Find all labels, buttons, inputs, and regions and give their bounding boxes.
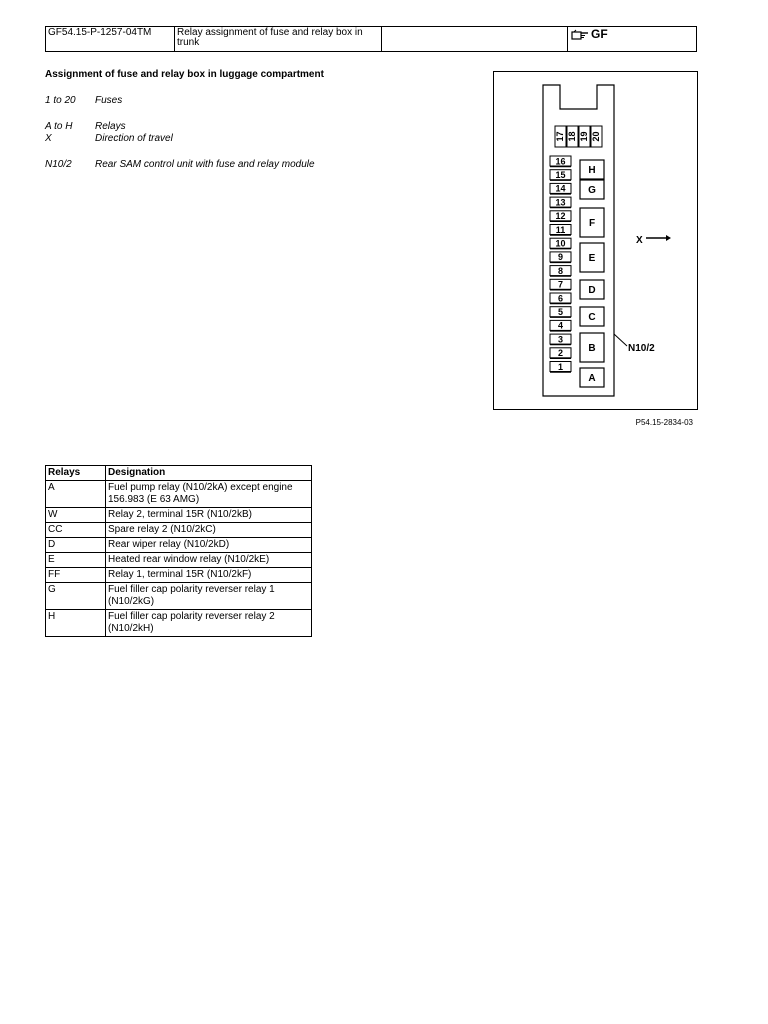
fuse-label: 2 [557, 348, 564, 359]
relay-label: F [588, 218, 596, 229]
table-row [46, 538, 312, 553]
designation-cell: Rear wiper relay (N10/2kD) [106, 538, 312, 553]
fuse-label: 15 [555, 170, 566, 180]
fuse-label: 6 [557, 293, 564, 304]
table-row [46, 568, 312, 583]
fuse-7 [550, 279, 571, 290]
fuse-5 [550, 307, 571, 318]
fuse-label: 3 [557, 334, 564, 345]
table-row [46, 508, 312, 523]
legend-value: Direction of travel [95, 133, 173, 144]
fuse-9 [550, 252, 571, 263]
gf-badge [568, 27, 696, 51]
header-blank-cell [382, 27, 568, 51]
legend-key: 1 to 20 [45, 95, 76, 106]
fuse-16 [550, 156, 571, 167]
fuse-label: 8 [557, 265, 564, 276]
fuse-1 [550, 362, 571, 373]
fuse-box-figure [493, 71, 698, 410]
gf-label: GF [591, 27, 608, 41]
table-row [46, 610, 312, 637]
fuse-13 [550, 197, 571, 208]
fuse-12 [550, 211, 571, 222]
relay-B [580, 333, 604, 362]
document-header [45, 26, 697, 52]
relay-A [580, 368, 604, 387]
relay-label: C [588, 312, 596, 323]
fuse-8 [550, 266, 571, 277]
fuse-label: 7 [557, 279, 564, 290]
relay-cell: CC [46, 523, 106, 538]
designation-cell: Spare relay 2 (N10/2kC) [106, 523, 312, 538]
table-row [46, 553, 312, 568]
table-row [46, 481, 312, 508]
doc-title: Relay assignment of fuse and relay box in trunk [175, 27, 382, 51]
fuse-14 [550, 183, 571, 194]
table-row [46, 523, 312, 538]
table-row [46, 583, 312, 610]
fuse-label: 1 [557, 361, 564, 372]
fuse-label: 9 [557, 252, 564, 263]
fuse-box-diagram [494, 72, 697, 409]
fuse-label: 18 [566, 131, 577, 142]
designation-cell: Relay 1, terminal 15R (N10/2kF) [106, 568, 312, 583]
relay-F [580, 208, 604, 237]
section-title: Assignment of fuse and relay box in luggage compartment [45, 69, 324, 80]
fuse-label: 20 [590, 131, 601, 142]
fuse-label: 17 [554, 131, 565, 142]
fuse-label: 13 [555, 197, 566, 208]
legend-key: X [45, 133, 52, 144]
top-fuse-group [555, 126, 602, 147]
fuse-18 [567, 126, 578, 147]
relay-cell: G [46, 583, 106, 610]
fuse-10 [550, 238, 571, 249]
relay-H [580, 160, 604, 179]
relay-group [580, 160, 604, 387]
column-header: Designation [106, 466, 312, 481]
direction-label: X [636, 235, 643, 246]
legend-key: A to H [45, 121, 73, 132]
fuse-20 [591, 126, 602, 147]
relay-cell: E [46, 553, 106, 568]
fuse-label: 4 [557, 320, 564, 331]
fuse-label: 16 [555, 156, 566, 167]
relay-cell: FF [46, 568, 106, 583]
designation-cell: Fuel filler cap polarity reverser relay 1 (N10/2kG) [106, 583, 312, 610]
legend-key: N10/2 [45, 159, 72, 170]
side-fuse-group [550, 156, 571, 372]
fuse-label: 12 [555, 211, 566, 222]
fuse-11 [550, 225, 571, 236]
relay-C [580, 307, 604, 326]
relay-label: B [588, 343, 596, 354]
pointing-hand-icon [571, 29, 589, 41]
fuse-label: 10 [555, 238, 566, 249]
fuse-17 [555, 126, 566, 147]
designation-cell: Heated rear window relay (N10/2kE) [106, 553, 312, 568]
figure-id: P54.15-2834-03 [635, 418, 693, 427]
relay-G [580, 180, 604, 199]
relay-cell: W [46, 508, 106, 523]
relay-label: A [588, 373, 596, 384]
relay-cell: D [46, 538, 106, 553]
relay-cell: A [46, 481, 106, 508]
relay-label: G [588, 185, 596, 196]
fuse-label: 5 [557, 307, 564, 317]
relay-label: H [588, 165, 596, 176]
table-header-row [46, 466, 312, 481]
fuse-15 [550, 170, 571, 181]
module-leader [614, 334, 627, 346]
relay-table [45, 465, 312, 637]
fuse-4 [550, 320, 571, 331]
relay-D [580, 280, 604, 299]
module-label: N10/2 [628, 343, 655, 354]
fuse-label: 19 [578, 131, 589, 142]
designation-cell: Fuel pump relay (N10/2kA) except engine 156.983 (E 63 AMG) [106, 481, 312, 508]
relay-E [580, 243, 604, 272]
fuse-2 [550, 348, 571, 359]
relay-cell: H [46, 610, 106, 637]
column-header: Relays [46, 466, 106, 481]
relay-label: D [588, 285, 596, 296]
arrow-right-icon [646, 235, 671, 241]
doc-id: GF54.15-P-1257-04TM [46, 27, 175, 51]
legend-value: Rear SAM control unit with fuse and relay module [95, 159, 315, 170]
designation-cell: Fuel filler cap polarity reverser relay 2 (N10/2kH) [106, 610, 312, 637]
fuse-6 [550, 293, 571, 304]
legend-value: Relays [95, 121, 126, 132]
fuse-label: 11 [555, 224, 566, 235]
fuse-label: 14 [555, 183, 566, 194]
relay-label: E [588, 253, 596, 264]
designation-cell: Relay 2, terminal 15R (N10/2kB) [106, 508, 312, 523]
legend-value: Fuses [95, 95, 123, 106]
fuse-19 [579, 126, 590, 147]
fuse-3 [550, 334, 571, 345]
